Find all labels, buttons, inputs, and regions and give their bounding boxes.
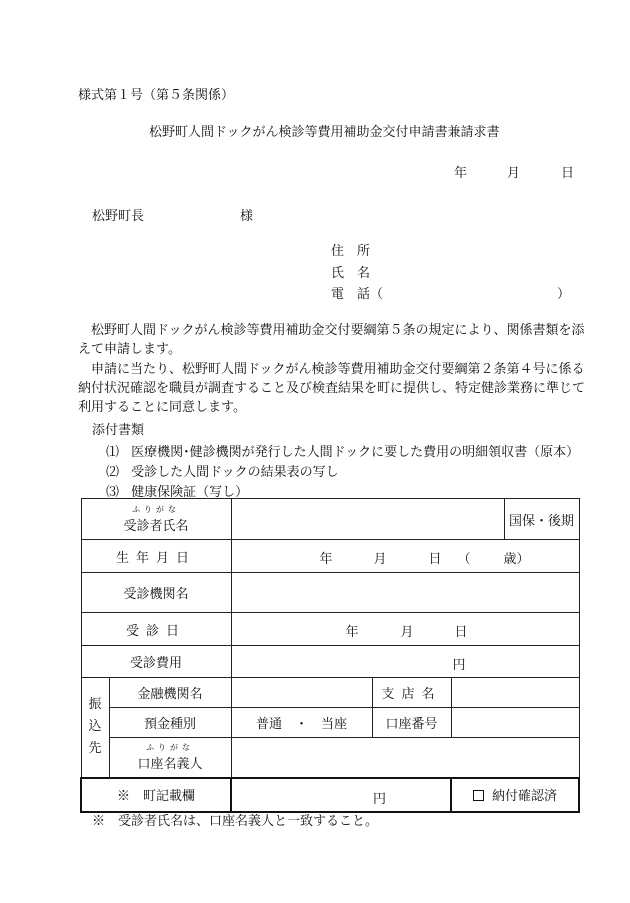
cost-unit: 円	[452, 658, 466, 673]
branch-field[interactable]	[451, 678, 579, 708]
transfer-label	[81, 678, 109, 778]
exam-date-label: 受診日	[126, 623, 187, 639]
patient-name-label-cell	[81, 499, 231, 540]
dob-field[interactable]	[231, 540, 579, 573]
account-type-value[interactable]: 普通 ・ 当座	[231, 708, 372, 738]
attachment-number: ⑶	[106, 485, 120, 500]
exam-month: 月	[400, 625, 414, 640]
clinic-field[interactable]	[231, 573, 579, 613]
attachments-heading: 添付書類	[92, 423, 145, 438]
patient-name-row	[81, 499, 579, 540]
account-holder-field[interactable]	[231, 738, 579, 778]
dob-day: 日	[428, 552, 442, 567]
document-title: 松野町人間ドックがん検診等費用補助金交付申請書兼請求書	[149, 125, 500, 140]
account-number-field[interactable]	[451, 708, 579, 738]
exam-day: 日	[454, 625, 468, 640]
attachment-text: 受診した人間ドックの結果表の写し	[131, 465, 339, 480]
application-paragraph: 松野町人間ドックがん検診等費用補助金交付要綱第５条の規定により、関係書類を添えて申請します。	[78, 323, 585, 357]
payment-confirmed-cell	[451, 778, 579, 812]
attachment-text: 健康保険証（写し）	[131, 485, 249, 500]
attachment-item	[106, 461, 339, 480]
patient-name-field[interactable]	[231, 499, 504, 540]
clinic-label: 受診機関名	[81, 573, 231, 613]
applicant-address-label: 住 所	[331, 244, 371, 259]
account-holder-label: 口座名義人	[137, 756, 203, 772]
applicant-phone-label: 電 話（	[331, 287, 384, 302]
dob-age-label: 歳）	[503, 552, 530, 567]
clinic-row	[81, 573, 579, 613]
office-use-row	[81, 778, 579, 812]
patient-name-label: 受診者氏名	[123, 518, 189, 534]
cost-field[interactable]	[231, 646, 579, 678]
office-use-label: ※ 町記載欄	[81, 778, 231, 812]
date-month-label: 月	[507, 166, 521, 181]
footnote: ※ 受診者氏名は、口座名義人と一致すること。	[92, 814, 379, 829]
exam-date-field[interactable]	[231, 613, 579, 646]
transfer-label-char: 先	[88, 741, 102, 757]
transfer-label-char: 振	[88, 697, 102, 713]
account-holder-ruby: ふりがな	[146, 742, 194, 752]
cost-row	[81, 646, 579, 678]
account-holder-label-cell	[109, 738, 231, 778]
office-amount-unit: 円	[373, 791, 387, 807]
applicant-name-label: 氏 名	[331, 266, 371, 281]
dob-label: 生年月日	[116, 550, 197, 566]
account-holder-row	[81, 738, 579, 778]
transfer-label-char: 込	[88, 719, 102, 735]
payment-confirmed-label: 納付確認済	[492, 789, 558, 804]
addressee-name: 松野町長	[92, 209, 145, 224]
attachment-text: 医療機関･健診機関が発行した人間ドックに要した費用の明細領収書（原本）	[131, 445, 580, 460]
exam-date-label-cell	[81, 613, 231, 646]
addressee-honorific: 様	[240, 209, 254, 224]
attachment-number: ⑴	[106, 445, 120, 460]
patient-name-ruby: ふりがな	[132, 504, 180, 514]
attachment-number: ⑵	[106, 465, 120, 480]
application-form-table	[80, 498, 580, 813]
date-year-label: 年	[454, 166, 468, 181]
form-number: 様式第１号（第５条関係）	[78, 88, 235, 103]
dob-row	[81, 540, 579, 573]
consent-paragraph: 申請に当たり、松野町人間ドックがん検診等費用補助金交付要綱第２条第４号に係る納付状況確認を職員が調査すること及び検査結果を町に提供し、特定健診業務に準じて利用することに同意します。	[78, 362, 586, 415]
insurance-type: 国保・後期	[504, 499, 579, 540]
payment-confirmed-checkbox[interactable]	[473, 790, 484, 801]
applicant-phone-close: ）	[557, 287, 571, 302]
exam-year: 年	[345, 625, 359, 640]
account-type-row	[81, 708, 579, 738]
bank-row	[81, 678, 579, 708]
dob-year: 年	[319, 552, 333, 567]
account-type-label: 預金種別	[109, 708, 231, 738]
dob-label-cell	[81, 540, 231, 573]
bank-field[interactable]	[231, 678, 372, 708]
bank-label: 金融機関名	[109, 678, 231, 708]
branch-label-cell	[372, 678, 451, 708]
dob-month: 月	[373, 552, 387, 567]
account-number-label: 口座番号	[372, 708, 451, 738]
date-day-label: 日	[561, 166, 575, 181]
dob-age-open: （	[457, 552, 471, 567]
attachment-item	[106, 441, 579, 460]
cost-label: 受診費用	[81, 646, 231, 678]
exam-date-row	[81, 613, 579, 646]
branch-label: 支店名	[381, 687, 442, 702]
office-amount-field[interactable]	[231, 778, 451, 812]
